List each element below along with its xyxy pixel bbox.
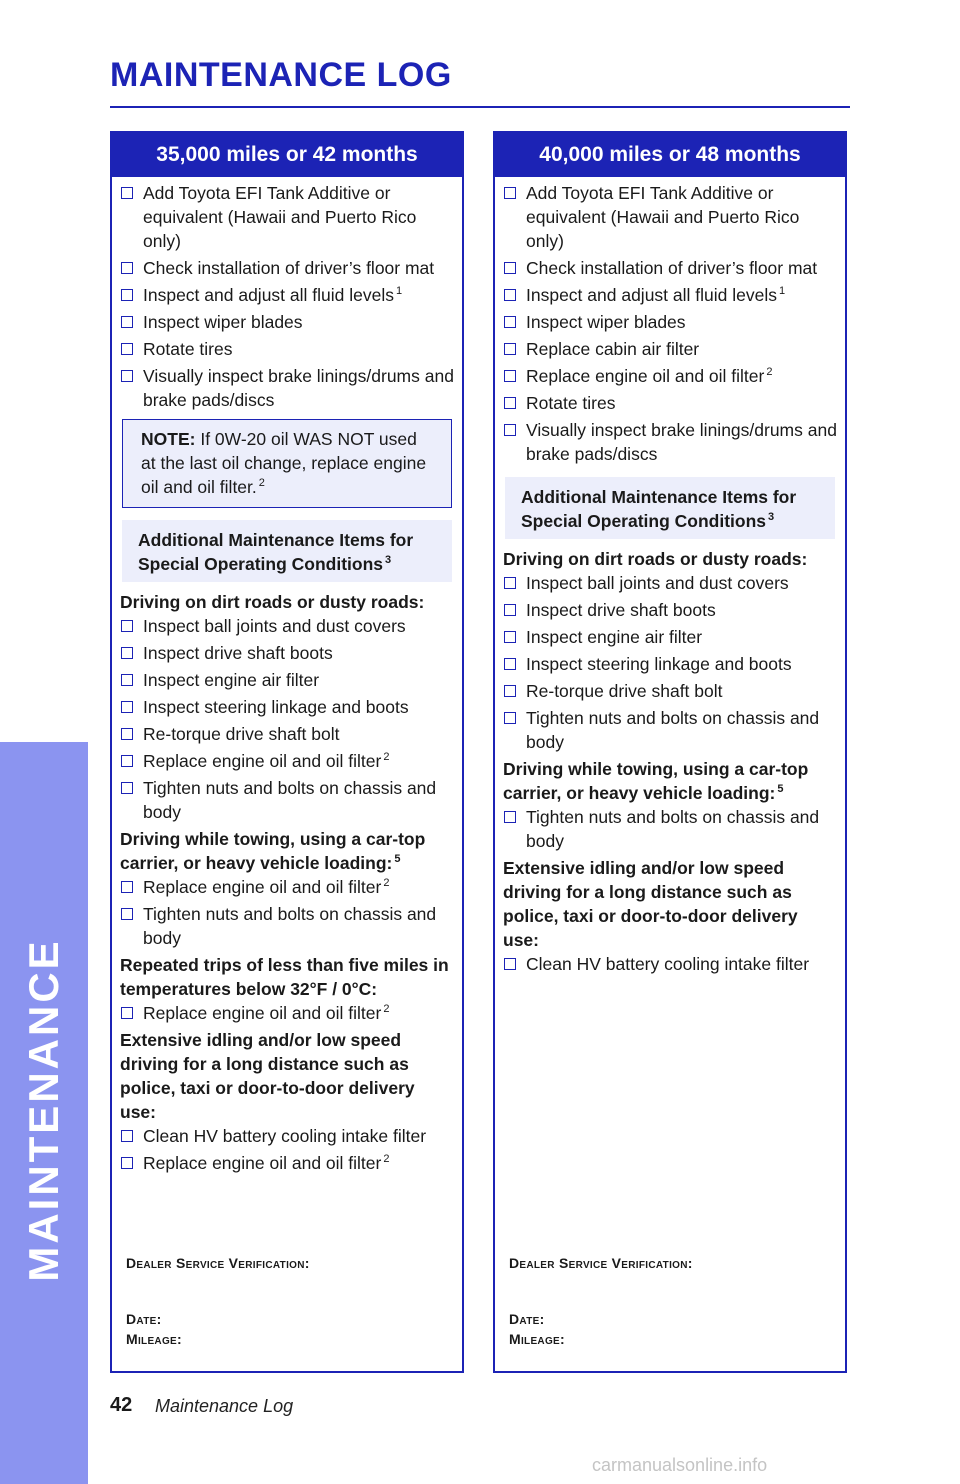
dealer-verification (126, 1253, 310, 1349)
page-number: 42 (110, 1394, 133, 1416)
checkbox[interactable] (121, 647, 133, 659)
checkbox[interactable] (504, 604, 516, 616)
checklist-item: Inspect drive shaft boots (503, 598, 837, 622)
checklist-item: Inspect engine air filter (120, 668, 454, 692)
dealer-service-verification-label: Dealer Service Verification: (509, 1255, 693, 1271)
checklist-item: Replace engine oil and oil filter $^2$ (120, 1001, 454, 1025)
checkbox[interactable] (121, 289, 133, 301)
section-title: Extensive idling and/or low speed driving for a long distance such as police, taxi or door-to-door delivery use: (120, 1030, 415, 1122)
checklist-item: Re-torque drive shaft bolt (503, 679, 837, 703)
checklist-item: Replace cabin air filter (503, 337, 837, 361)
mileage-label: Mileage: (509, 1331, 565, 1347)
column-35000-miles (110, 131, 464, 1373)
title-divider (110, 106, 850, 108)
checkbox[interactable] (504, 685, 516, 697)
column-body (112, 177, 462, 1175)
date-label: Date: (126, 1311, 162, 1327)
dealer-service-verification-label: Dealer Service Verification: (126, 1255, 310, 1271)
checkbox[interactable] (504, 370, 516, 382)
checkbox[interactable] (121, 701, 133, 713)
checklist-item: Inspect and adjust all fluid levels $^1$ (503, 283, 837, 307)
additional-items-heading: Additional Maintenance Items for Special Operating Conditions $^3$ (122, 520, 452, 582)
checkbox[interactable] (121, 620, 133, 632)
checkbox[interactable] (121, 1007, 133, 1019)
checkbox[interactable] (121, 316, 133, 328)
checkbox[interactable] (504, 658, 516, 670)
checkbox[interactable] (121, 262, 133, 274)
checklist-item: Inspect ball joints and dust covers (120, 614, 454, 638)
oil-note: NOTE: If 0W-20 oil WAS NOT used at the last oil change, replace engine oil and oil filter. $^2$ (122, 419, 452, 508)
checklist-item: Tighten nuts and bolts on chassis and body (503, 706, 837, 754)
checklist-item: Inspect drive shaft boots (120, 641, 454, 665)
checkbox[interactable] (121, 343, 133, 355)
checklist-item: Rotate tires (503, 391, 837, 415)
checkbox[interactable] (504, 811, 516, 823)
side-tab-label: MAINTENANCE (20, 938, 67, 1282)
checkbox[interactable] (504, 958, 516, 970)
checklist-item: Inspect steering linkage and boots (120, 695, 454, 719)
checklist-item: Inspect ball joints and dust covers (503, 571, 837, 595)
checklist-item: Replace engine oil and oil filter $^2$ (120, 875, 454, 899)
checkbox[interactable] (121, 782, 133, 794)
checklist-item: Visually inspect brake linings/drums and brake pads/discs (120, 364, 454, 412)
section-title: Repeated trips of less than five miles in temperatures below 32°F / 0°C: (120, 955, 449, 999)
checkbox[interactable] (504, 397, 516, 409)
column-heading: 35,000 miles or 42 months (112, 133, 462, 177)
checkbox[interactable] (504, 424, 516, 436)
dealer-verification (509, 1253, 693, 1349)
checkbox[interactable] (121, 908, 133, 920)
column-40000-miles (493, 131, 847, 1373)
checklist-item: Clean HV battery cooling intake filter (503, 952, 837, 976)
checkbox[interactable] (504, 577, 516, 589)
checklist-item: Replace engine oil and oil filter $^2$ (120, 749, 454, 773)
note-text: If 0W-20 oil WAS NOT used at the last oil change, replace engine oil and oil filter. (141, 429, 427, 497)
checklist-item: Check installation of driver’s floor mat (503, 256, 837, 280)
note-label: NOTE: (141, 429, 196, 449)
checklist-item: Tighten nuts and bolts on chassis and body (503, 805, 837, 853)
checklist-item: Inspect and adjust all fluid levels $^1$ (120, 283, 454, 307)
checkbox[interactable] (504, 343, 516, 355)
checkbox[interactable] (121, 881, 133, 893)
checklist-item: Add Toyota EFI Tank Additive or equivalent (Hawaii and Puerto Rico only) (503, 181, 837, 253)
checkbox[interactable] (121, 755, 133, 767)
checkbox[interactable] (504, 187, 516, 199)
checklist-item: Tighten nuts and bolts on chassis and body (120, 902, 454, 950)
checklist-item: Tighten nuts and bolts on chassis and body (120, 776, 454, 824)
checkbox[interactable] (121, 728, 133, 740)
section-title: Driving while towing, using a car-top carrier, or heavy vehicle loading: $^5$ (503, 759, 809, 803)
checkbox[interactable] (504, 631, 516, 643)
watermark: carmanualsonline.info (592, 1455, 768, 1475)
checkbox[interactable] (121, 1130, 133, 1142)
page-title: MAINTENANCE LOG (110, 56, 452, 94)
column-heading: 40,000 miles or 48 months (495, 133, 845, 177)
checkbox[interactable] (504, 712, 516, 724)
checklist-item: Visually inspect brake linings/drums and brake pads/discs (503, 418, 837, 466)
checklist-item: Rotate tires (120, 337, 454, 361)
section-title: Driving while towing, using a car-top carrier, or heavy vehicle loading: $^5$ (120, 829, 426, 873)
checklist-item: Clean HV battery cooling intake filter (120, 1124, 454, 1148)
checkbox[interactable] (121, 1157, 133, 1169)
footer-section-name: Maintenance Log (155, 1396, 294, 1416)
checklist-item: Re-torque drive shaft bolt (120, 722, 454, 746)
section-title: Extensive idling and/or low speed driving for a long distance such as police, taxi or door-to-door delivery use: (503, 858, 798, 950)
mileage-label: Mileage: (126, 1331, 182, 1347)
checkbox[interactable] (504, 262, 516, 274)
checkbox[interactable] (504, 289, 516, 301)
checkbox[interactable] (121, 370, 133, 382)
checklist-item: Inspect engine air filter (503, 625, 837, 649)
section-title: Driving on dirt roads or dusty roads: (503, 549, 808, 569)
checklist-item: Check installation of driver’s floor mat (120, 256, 454, 280)
checklist (120, 181, 454, 412)
checklist-item: Inspect wiper blades (120, 310, 454, 334)
date-label: Date: (509, 1311, 545, 1327)
column-body (495, 177, 845, 976)
section-title: Driving on dirt roads or dusty roads: (120, 592, 425, 612)
checkbox[interactable] (121, 674, 133, 686)
checkbox[interactable] (504, 316, 516, 328)
checkbox[interactable] (121, 187, 133, 199)
checklist-item: Add Toyota EFI Tank Additive or equivalent (Hawaii and Puerto Rico only) (120, 181, 454, 253)
checklist-item: Replace engine oil and oil filter $^2$ (120, 1151, 454, 1175)
checklist (503, 181, 837, 466)
checklist-item: Inspect steering linkage and boots (503, 652, 837, 676)
checklist-item: Replace engine oil and oil filter $^2$ (503, 364, 837, 388)
additional-items-heading: Additional Maintenance Items for Special Operating Conditions $^3$ (505, 477, 835, 539)
checklist-item: Inspect wiper blades (503, 310, 837, 334)
